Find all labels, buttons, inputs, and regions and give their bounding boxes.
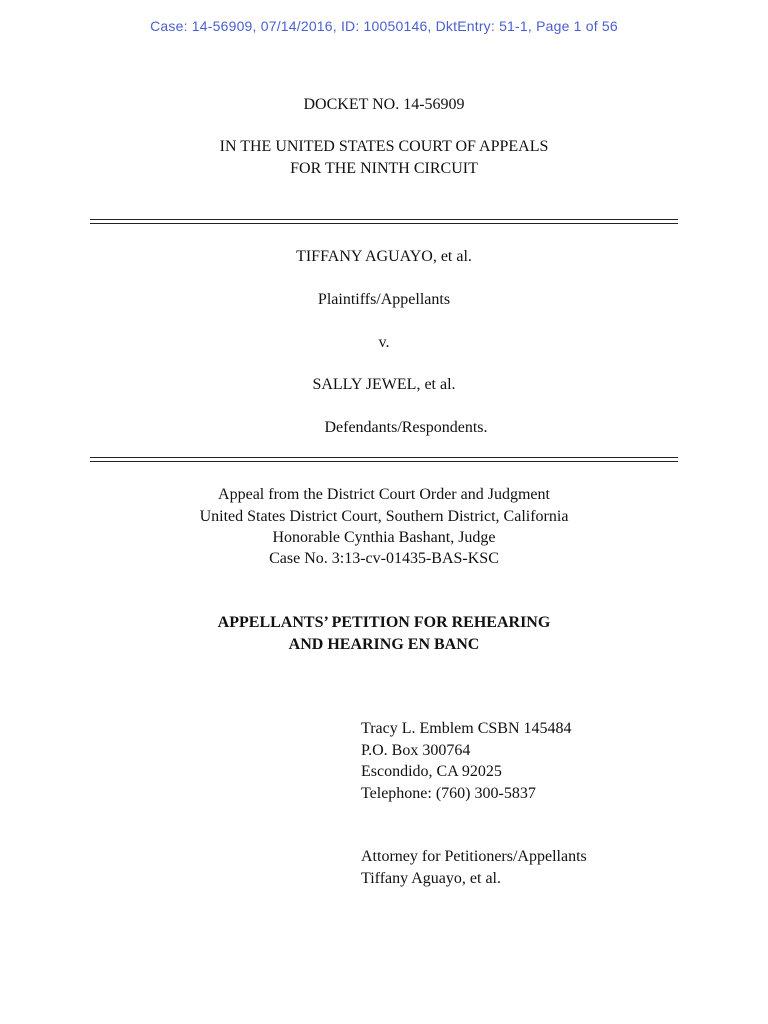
- appeal-line2: United States District Court, Southern District, California: [199, 508, 569, 525]
- court-name-line1: IN THE UNITED STATES COURT OF APPEALS: [219, 138, 549, 155]
- court-name-line2: FOR THE NINTH CIRCUIT: [290, 160, 478, 177]
- docket-number: DOCKET NO. 14-56909: [303, 96, 465, 113]
- appeal-case-number: Case No. 3:13-cv-01435-BAS-KSC: [269, 550, 499, 567]
- counsel-address2: Escondido, CA 92025: [361, 763, 502, 780]
- document-title-line2: AND HEARING EN BANC: [288, 636, 480, 653]
- plaintiff-role: Plaintiffs/Appellants: [317, 291, 451, 308]
- attorney-for-line1: Attorney for Petitioners/Appellants: [361, 848, 587, 865]
- versus: v.: [378, 334, 390, 351]
- counsel-address1: P.O. Box 300764: [361, 741, 471, 759]
- counsel-name: Tracy L. Emblem CSBN 145484: [361, 720, 572, 737]
- plaintiff-name: TIFFANY AGUAYO, et al.: [296, 248, 472, 265]
- bottom-double-rule: [90, 457, 678, 462]
- case-header-stamp: Case: 14-56909, 07/14/2016, ID: 10050146, DktEntry: 51-1, Page 1 of 56: [150, 18, 618, 34]
- defendant-name: SALLY JEWEL, et al.: [312, 376, 456, 393]
- appeal-line3: Honorable Cynthia Bashant, Judge: [272, 529, 496, 546]
- attorney-for-block: [361, 846, 587, 889]
- document-title-line1: APPELLANTS’ PETITION FOR REHEARING: [217, 614, 551, 631]
- top-double-rule: [90, 219, 678, 224]
- counsel-phone: Telephone: (760) 300-5837: [361, 784, 536, 802]
- counsel-block: [361, 718, 572, 804]
- defendant-role: Defendants/Respondents.: [324, 419, 488, 436]
- appeal-line1: Appeal from the District Court Order and Judgment: [218, 486, 550, 503]
- attorney-for-line2: Tiffany Aguayo, et al.: [361, 869, 501, 887]
